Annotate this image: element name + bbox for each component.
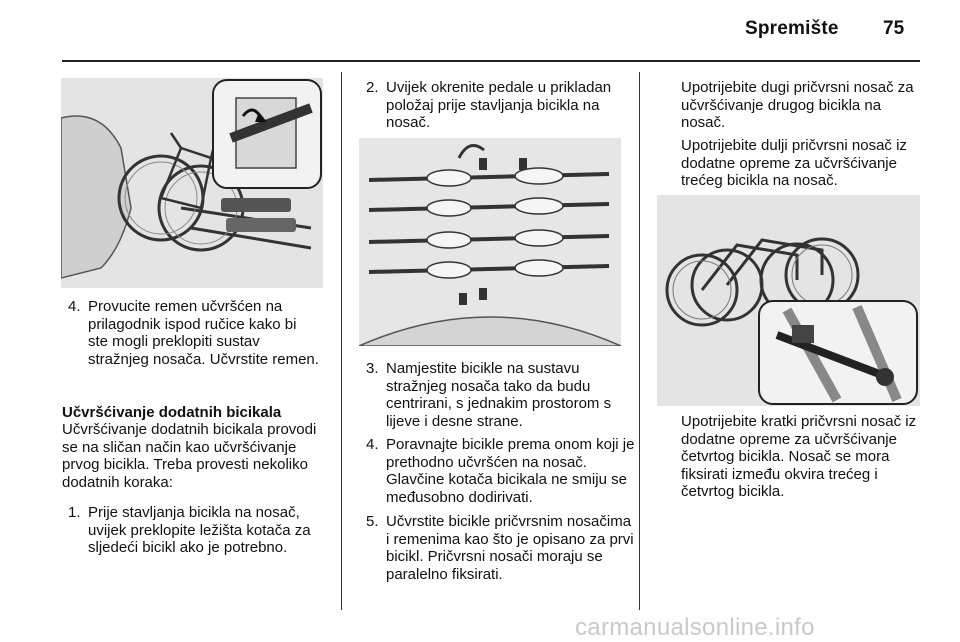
step-text: Uvijek okrenite pedale u prikladan položaj prije stavljanja bicikla na nosač. — [386, 79, 612, 131]
step-number: 2. — [366, 79, 379, 96]
figure-four-bikes-top-view — [359, 138, 621, 346]
step-number: 4. — [68, 298, 81, 315]
figure-bike-carrier-strap — [61, 78, 323, 288]
page-number: 75 — [883, 18, 905, 39]
section-heading: Učvršćivanje dodatnih bicikala — [62, 404, 282, 421]
step-number: 3. — [366, 360, 379, 377]
column-divider-2 — [639, 72, 640, 610]
paragraph-longer-bracket: Upotrijebite dulji pričvrsni nosač iz dodatne opreme za učvršćivanje trećeg bicikla na nosač. — [681, 137, 907, 189]
step-number: 4. — [366, 436, 379, 453]
intro-paragraph: Učvršćivanje dodatnih bicikala provodi se na sličan način kao učvršćivanje prvog bicikla. Treba provesti nekoliko dodatnih koraka: — [62, 421, 317, 491]
step-text: Prije stavljanja bicikla na nosač, uvijek preklopite ležišta kotača za sljedeći bicikl ako je potrebno. — [88, 504, 311, 556]
page-title: Spremište — [745, 18, 839, 39]
step-text: Provucite remen učvršćen na prilagodnik ispod ručice kako bi ste mogli preklopiti sustav stražnjeg nosača. Učvrstite remen. — [88, 298, 319, 368]
paragraph-long-bracket: Upotrijebite dugi pričvrsni nosač za učvršćivanje drugog bicikla na nosač. — [681, 79, 914, 131]
step-text: Namjestite bicikle na sustavu stražnjeg nosača tako da budu centrirani, s jednakim prostorom s lijeve i desne strane. — [386, 360, 612, 430]
step-text: Poravnajte bicikle prema onom koji je prethodno učvršćen na nosač. Glavčine kotača bicikala ne smiju se međusobno dodirivati. — [386, 436, 635, 506]
step-text: Učvrstite bicikle pričvrsnim nosačima i remenima kao što je opisano za prvi bicikl. Pričvrsni nosači moraju se paralelno fiksirati. — [386, 513, 634, 583]
figure-short-bracket — [657, 195, 920, 406]
step-number: 5. — [366, 513, 379, 530]
step-number: 1. — [68, 504, 81, 521]
header-divider — [62, 60, 920, 62]
column-divider-1 — [341, 72, 342, 610]
watermark: carmanualsonline.info — [575, 614, 815, 641]
paragraph-short-bracket: Upotrijebite kratki pričvrsni nosač iz dodatne opreme za učvršćivanje četvrtog bicikla. Nosač se mora fiksirati između okvira trećeg i četvrtog bicikla. — [681, 413, 917, 500]
